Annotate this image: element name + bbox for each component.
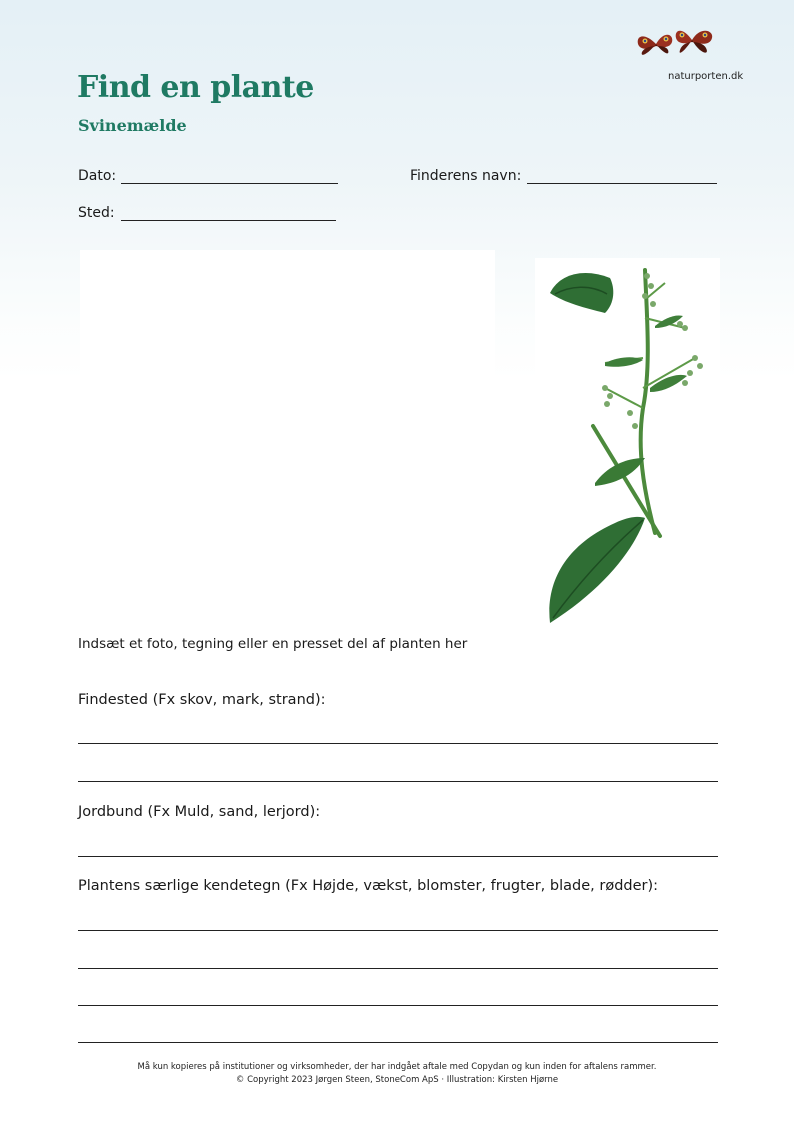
- finder-name-field[interactable]: [527, 183, 717, 184]
- place-label: Sted:: [78, 205, 115, 221]
- date-field[interactable]: [121, 183, 338, 184]
- plant-illustration: [535, 258, 720, 638]
- soil-line-1[interactable]: [78, 856, 718, 857]
- features-line-2[interactable]: [78, 968, 718, 969]
- photo-hint: Indsæt et foto, tegning eller en presset del af planten her: [78, 636, 468, 652]
- page-title: Find en plante: [77, 70, 314, 105]
- features-line-4[interactable]: [78, 1042, 718, 1043]
- photo-area[interactable]: [80, 250, 495, 620]
- features-label: Plantens særlige kendetegn (Fx Højde, vækst, blomster, frugter, blade, rødder):: [78, 878, 659, 894]
- copyright-credits: © Copyright 2023 Jørgen Steen, StoneCom ApS · Illustration: Kirsten Hjørne: [235, 1075, 559, 1085]
- soil-label: Jordbund (Fx Muld, sand, lerjord):: [78, 804, 321, 820]
- features-line-3[interactable]: [78, 1005, 718, 1006]
- features-line-1[interactable]: [78, 930, 718, 931]
- plant-name: Svinemælde: [78, 116, 187, 135]
- site-name: naturporten.dk: [668, 71, 744, 82]
- finder-label: Finderens navn:: [410, 168, 522, 184]
- date-label: Dato:: [78, 168, 117, 184]
- location-label: Findested (Fx skov, mark, strand):: [78, 692, 326, 708]
- location-line-2[interactable]: [78, 781, 718, 782]
- butterfly-logo-icon: [634, 24, 718, 64]
- location-line-1[interactable]: [78, 743, 718, 744]
- place-field[interactable]: [121, 220, 336, 221]
- copyright-notice: Må kun kopieres på institutioner og virksomheder, der har indgået aftale med Copydan og kun inden for aftalens rammer.: [137, 1062, 657, 1072]
